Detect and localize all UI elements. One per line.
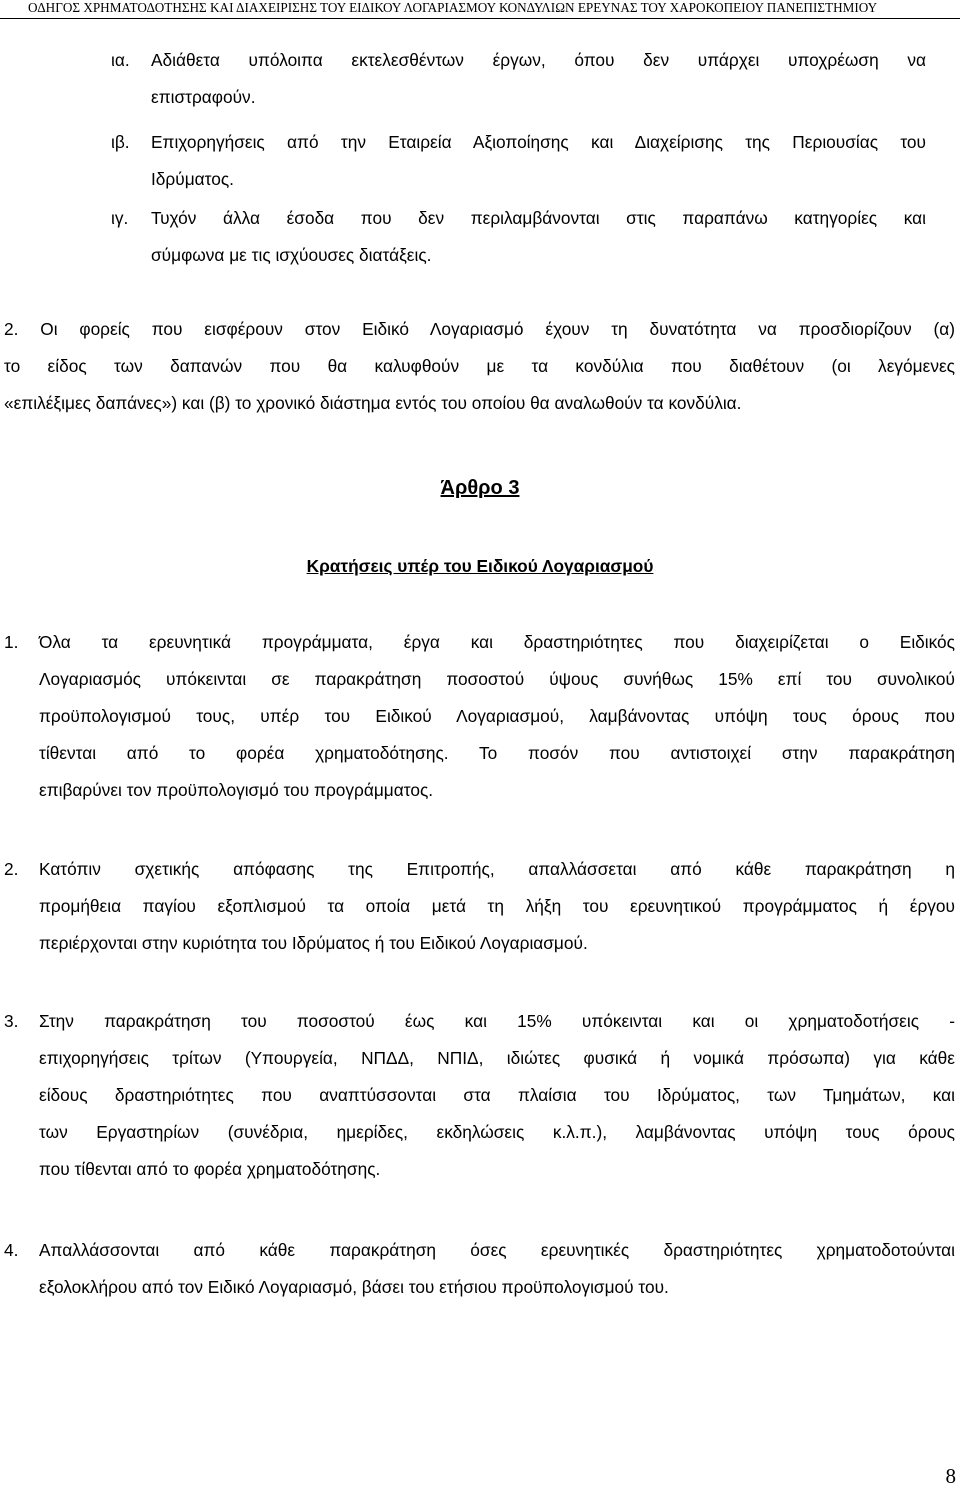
text-line: Αδιάθετα υπόλοιπα εκτελεσθέντων έργων, όπου δεν υπάρχει υποχρέωση να (151, 50, 926, 70)
text-line: Στην παρακράτηση του ποσοστού έως και 15% υπόκεινται και οι χρηματοδοτήσεις - (39, 1011, 955, 1031)
article-subheading: Κρατήσεις υπέρ του Ειδικού Λογαριασμού (306, 556, 654, 576)
item-label-ia: ια. (111, 50, 130, 70)
text-line: των Εργαστηρίων (συνέδρια, ημερίδες, εκδηλώσεις κ.λ.π.), λαμβάνοντας υπόψη τους όρους (39, 1122, 955, 1142)
running-header (0, 0, 960, 22)
text-line: είδους δραστηριότητες που αναπτύσσονται στα πλαίσια του Ιδρύματος, των Τμημάτων, και (39, 1085, 955, 1105)
item-ia-text (151, 42, 926, 116)
header-title: ΟΔΗΓΟΣ ΧΡΗΜΑΤΟΔΟΤΗΣΗΣ ΚΑΙ ΔΙΑΧΕΙΡΙΣΗΣ ΤΟΥ ΕΙΔΙΚΟΥ ΛΟΓΑΡΙΑΣΜΟΥ ΚΟΝΔΥΛΙΩΝ ΕΡΕΥΝΑΣ ΤΟΥ ΧΑΡΟΚΟΠΕΙΟΥ ΠΑΝΕΠΙΣΤΗΜΙΟΥ (28, 0, 878, 15)
text-line: επιχορηγήσεις τρίτων (Υπουργεία, ΝΠΔΔ, ΝΠΙΔ, ιδιώτες φυσικά ή νομικά πρόσωπα) για κάθε (39, 1048, 955, 1068)
text-line: Απαλλάσσονται από κάθε παρακράτηση όσες ερευνητικές δραστηριότητες χρηματοδοτούνται (39, 1240, 955, 1260)
page-number: 8 (945, 1464, 956, 1488)
text-line: Λογαριασμός υπόκεινται σε παρακράτηση ποσοστού ύψους συνήθως 15% επί του συνολικού (39, 669, 955, 689)
item-label-2: 2. (4, 859, 19, 879)
article-heading: Άρθρο 3 (440, 477, 520, 499)
item-label-4: 4. (4, 1240, 19, 1260)
text-line: περιέρχονται στην κυριότητα του Ιδρύματος ή του Ειδικού Λογαριασμού. (39, 933, 588, 953)
text-line: που τίθενται από το φορέα χρηματοδότησης. (39, 1159, 381, 1179)
text-line: επιστραφούν. (151, 87, 256, 107)
text-line: Κατόπιν σχετικής απόφασης της Επιτροπής, απαλλάσσεται από κάθε παρακράτηση η (39, 859, 955, 879)
text-line: Ιδρύματος. (151, 169, 234, 189)
text-line: Τυχόν άλλα έσοδα που δεν περιλαμβάνονται στις παραπάνω κατηγορίες και (151, 208, 926, 228)
text-line: «επιλέξιμες δαπάνες») και (β) το χρονικό διάστημα εντός του οποίου θα αναλωθούν τα κονδύλια. (4, 393, 742, 413)
item-ib-text (151, 124, 926, 198)
text-line: το είδος των δαπανών που θα καλυφθούν με τα κονδύλια που διαθέτουν (οι λεγόμενες (4, 356, 955, 376)
item-ig-text (151, 200, 926, 274)
item-label-3: 3. (4, 1011, 19, 1031)
item-label-1: 1. (4, 632, 19, 652)
item-label-ib: ιβ. (111, 132, 130, 152)
text-line: σύμφωνα με τις ισχύουσες διατάξεις. (151, 245, 432, 265)
header-rule (0, 18, 960, 19)
text-line: επιβαρύνει τον προϋπολογισμό του προγράμματος. (39, 780, 434, 800)
item-label-ig: ιγ. (111, 208, 129, 228)
paragraph-2 (4, 311, 955, 422)
text-line: προϋπολογισμού τους, υπέρ του Ειδικού Λογαριασμού, λαμβάνοντας υπόψη τους όρους που (39, 706, 955, 726)
item-1-text (39, 624, 955, 809)
text-line: προμήθεια παγίου εξοπλισμού τα οποία μετά τη λήξη του ερευνητικού προγράμματος ή έργου (39, 896, 955, 916)
item-3-text (39, 1003, 955, 1188)
item-4-text (39, 1232, 955, 1306)
text-line: 2. Οι φορείς που εισφέρουν στον Ειδικό Λογαριασμό έχουν τη δυνατότητα να προσδιορίζουν (α) (4, 319, 955, 339)
text-line: εξολοκλήρου από τον Ειδικό Λογαριασμό, βάσει του ετήσιου προϋπολογισμού του. (39, 1277, 669, 1297)
text-line: Όλα τα ερευνητικά προγράμματα, έργα και δραστηριότητες που διαχειρίζεται ο Ειδικός (39, 632, 955, 652)
text-line: Επιχορηγήσεις από την Εταιρεία Αξιοποίησης και Διαχείρισης της Περιουσίας του (151, 132, 926, 152)
item-2-text (39, 851, 955, 962)
text-line: τίθενται από το φορέα χρηματοδότησης. Το ποσόν που αντιστοιχεί στην παρακράτηση (39, 743, 955, 763)
